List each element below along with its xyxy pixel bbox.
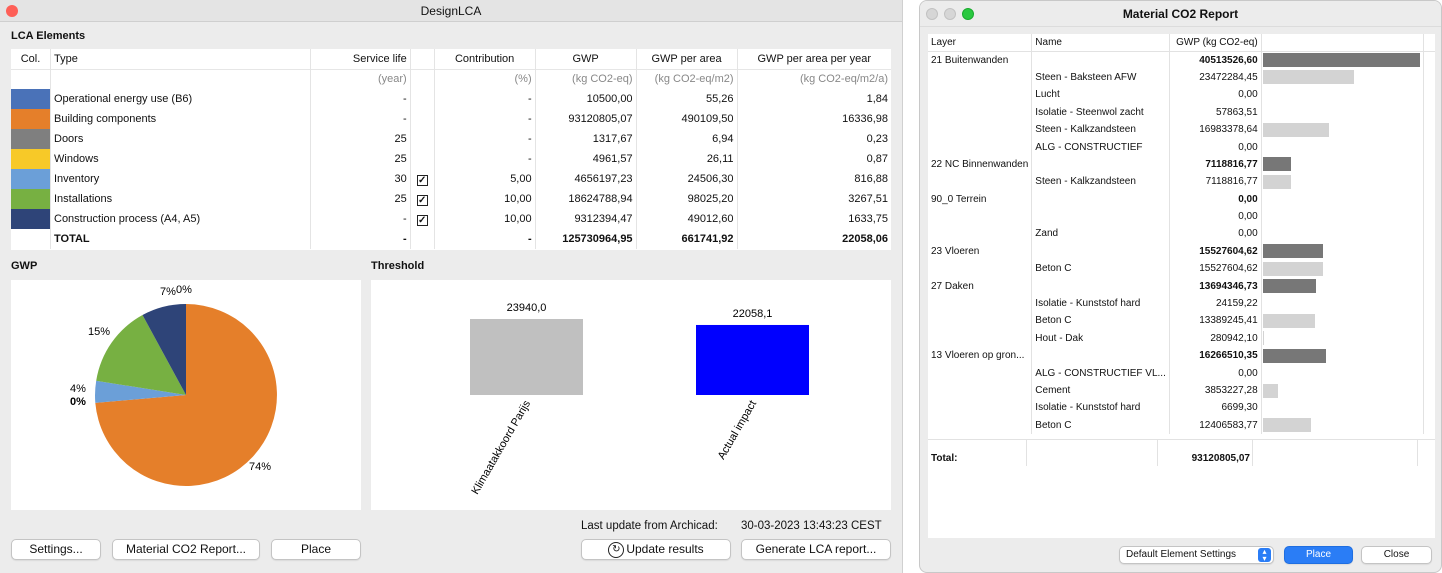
row-gwp-area-year: 16336,98: [737, 109, 891, 129]
report-gwp-value: 6699,30: [1169, 399, 1261, 416]
row-type: Windows: [51, 149, 311, 169]
row-gwp: 9312394,47: [535, 209, 636, 229]
row-gwp-area: 49012,60: [636, 209, 737, 229]
row-service-life[interactable]: 25: [310, 129, 410, 149]
lca-row[interactable]: [11, 129, 891, 149]
row-service-life[interactable]: 25: [310, 149, 410, 169]
col-header-gwp[interactable]: GWP (kg CO2-eq): [1169, 34, 1261, 51]
report-layer: [928, 260, 1032, 277]
report-material-name: ALG - CONSTRUCTIEF VL...: [1032, 364, 1170, 381]
report-title-bar: [920, 1, 1441, 27]
pie-label-building: 74%: [249, 461, 272, 473]
report-gwp-bar: [1263, 349, 1326, 363]
row-gwp-area-year: 816,88: [737, 169, 891, 189]
report-material-name: Steen - Kalkzandsteen: [1032, 173, 1170, 190]
threshold-panel: [371, 280, 891, 510]
report-row[interactable]: [928, 191, 1435, 208]
report-gwp-value: 13694346,73: [1169, 277, 1261, 294]
report-layer: [928, 138, 1032, 155]
report-gwp-value: 40513526,60: [1169, 51, 1261, 68]
report-material-name: Isolatie - Kunststof hard: [1032, 295, 1170, 312]
report-gwp-bar: [1263, 384, 1278, 398]
col-header-name[interactable]: Name: [1032, 34, 1170, 51]
place-button[interactable]: Place: [271, 539, 361, 560]
col-header-layer[interactable]: Layer: [931, 36, 957, 48]
report-gwp-value: 7118816,77: [1169, 173, 1261, 190]
report-material-name: Steen - Kalkzandsteen: [1032, 121, 1170, 138]
report-material-name: ALG - CONSTRUCTIEF: [1032, 138, 1170, 155]
unit-gwp-area-year: (kg CO2-eq/m2/a): [737, 69, 891, 89]
col-header-gwp[interactable]: GWP: [535, 49, 636, 69]
report-material-name: [1032, 51, 1170, 68]
report-material-name: [1032, 208, 1170, 225]
gwp-heading: GWP: [11, 260, 38, 272]
row-gwp-area-year: 3267,51: [737, 189, 891, 209]
threshold-category-label: Klimaatakkoord Parijs: [469, 398, 534, 497]
row-type: Construction process (A4, A5): [51, 209, 311, 229]
row-check[interactable]: [410, 149, 434, 169]
report-row[interactable]: [928, 260, 1435, 277]
report-table: [928, 34, 1435, 434]
row-gwp: 1317,67: [535, 129, 636, 149]
threshold-value-label: 23940,0: [506, 302, 547, 314]
row-color-swatch[interactable]: [11, 89, 51, 109]
report-layer: 13 Vloeren op gron...: [931, 350, 1025, 362]
lca-row[interactable]: [11, 169, 891, 189]
col-header-contribution[interactable]: Contribution: [434, 49, 535, 69]
report-gwp-value: 7118816,77: [1169, 156, 1261, 173]
row-check[interactable]: [410, 169, 434, 189]
title-bar: [0, 0, 902, 22]
report-row[interactable]: [928, 121, 1435, 138]
report-row[interactable]: [928, 417, 1435, 434]
row-gwp-area-year: 0,87: [737, 149, 891, 169]
report-close-button[interactable]: Close: [1361, 546, 1432, 564]
row-check[interactable]: [410, 129, 434, 149]
report-gwp-value: 0,00: [1169, 138, 1261, 155]
report-gwp-value: 0,00: [1169, 364, 1261, 381]
row-gwp: 4961,57: [535, 149, 636, 169]
report-material-name: Isolatie - Kunststof hard: [1032, 399, 1170, 416]
report-gwp-value: 23472284,45: [1169, 69, 1261, 86]
col-header-check[interactable]: [410, 49, 434, 69]
last-update-value: 30-03-2023 13:43:23 CEST: [741, 520, 882, 532]
row-contribution[interactable]: -: [434, 109, 535, 129]
lca-elements-table: [11, 49, 891, 249]
row-type: Inventory: [51, 169, 311, 189]
report-material-name: [1032, 347, 1170, 364]
report-gwp-value: 57863,51: [1169, 104, 1261, 121]
report-gwp-value: 3853227,28: [1169, 382, 1261, 399]
report-material-name: Beton C: [1032, 260, 1170, 277]
report-gwp-value: 24159,22: [1169, 295, 1261, 312]
report-material-name: Beton C: [1032, 417, 1170, 434]
report-gwp-value: 15527604,62: [1169, 243, 1261, 260]
row-service-life[interactable]: -: [310, 109, 410, 129]
element-settings-value: Default Element Settings: [1126, 549, 1237, 560]
row-check[interactable]: [410, 189, 434, 209]
report-layer: [928, 399, 1032, 416]
report-material-name: Hout - Dak: [1032, 330, 1170, 347]
report-layer: [928, 312, 1032, 329]
report-bar-cell: [1261, 173, 1423, 190]
pie-label-inventory: 4%: [70, 383, 86, 395]
lca-row[interactable]: [11, 149, 891, 169]
report-gwp-value: 280942,10: [1169, 330, 1261, 347]
report-bar-cell: [1261, 382, 1423, 399]
row-type: Building components: [51, 109, 311, 129]
report-gwp-bar: [1263, 157, 1291, 171]
threshold-bar-chart: [371, 280, 891, 510]
row-contribution[interactable]: 10,00: [434, 189, 535, 209]
report-layer: [928, 382, 1032, 399]
report-place-button[interactable]: Place: [1284, 546, 1353, 564]
report-layer: 23 Vloeren: [931, 245, 980, 257]
row-color-swatch[interactable]: [11, 109, 51, 129]
report-bar-cell: [1261, 104, 1423, 121]
row-gwp-area: 24506,30: [636, 169, 737, 189]
row-gwp: 10500,00: [535, 89, 636, 109]
report-bar-cell: [1261, 86, 1423, 103]
unit-service-life: (year): [310, 69, 410, 89]
report-bar-cell: [1261, 260, 1423, 277]
row-gwp-area: 98025,20: [636, 189, 737, 209]
report-bar-cell: [1261, 208, 1423, 225]
report-layer: [928, 417, 1032, 434]
report-row[interactable]: [928, 173, 1435, 190]
report-row[interactable]: [928, 51, 1435, 68]
checkbox-checked-icon[interactable]: ✓: [417, 195, 427, 206]
row-service-life[interactable]: 30: [310, 169, 410, 189]
report-gwp-bar: [1263, 53, 1420, 67]
report-gwp-bar: [1263, 123, 1329, 137]
row-service-life[interactable]: -: [310, 209, 410, 229]
row-color-swatch[interactable]: [11, 189, 51, 209]
report-gwp-value: 0,00: [1169, 208, 1261, 225]
report-row[interactable]: [928, 156, 1435, 173]
report-window-title: Material CO2 Report: [1122, 7, 1239, 21]
row-gwp: 93120805,07: [535, 109, 636, 129]
report-material-name: Cement: [1032, 382, 1170, 399]
report-bar-cell: [1261, 364, 1423, 381]
report-bar-cell: [1261, 156, 1423, 173]
col-header-service-life[interactable]: Service life: [310, 49, 410, 69]
report-gwp-value: 15527604,62: [1169, 260, 1261, 277]
report-gwp-value: 16266510,35: [1169, 347, 1261, 364]
report-material-name: Lucht: [1032, 86, 1170, 103]
report-row[interactable]: [928, 243, 1435, 260]
row-contribution[interactable]: 5,00: [434, 169, 535, 189]
report-gwp-bar: [1263, 244, 1323, 258]
update-results-label: Update results: [626, 542, 704, 556]
threshold-bar: [696, 325, 809, 395]
report-row[interactable]: [928, 295, 1435, 312]
report-header-row: [928, 34, 1435, 51]
col-header-gwp-area-year[interactable]: GWP per area per year: [737, 49, 891, 69]
report-row[interactable]: [928, 399, 1435, 416]
report-bar-cell: [1261, 347, 1423, 364]
row-color-swatch[interactable]: [11, 209, 51, 229]
report-material-name: Steen - Baksteen AFW: [1032, 69, 1170, 86]
report-layer: 21 Buitenwanden: [931, 54, 1009, 66]
report-bar-cell: [1261, 121, 1423, 138]
total-gwp-area: 661741,92: [636, 229, 737, 249]
gwp-pie-chart: [11, 280, 361, 510]
report-bar-cell: [1261, 417, 1423, 434]
row-color-swatch[interactable]: [11, 149, 51, 169]
select-stepper-icon: ▴ ▾: [1258, 548, 1271, 562]
report-gwp-bar: [1263, 262, 1323, 276]
report-row[interactable]: [928, 364, 1435, 381]
report-layer: [928, 208, 1032, 225]
row-service-life[interactable]: -: [310, 89, 410, 109]
report-material-name: [1032, 277, 1170, 294]
lca-row[interactable]: [11, 109, 891, 129]
table-header-row: [11, 49, 891, 69]
report-total-value: 93120805,07: [1191, 453, 1250, 464]
report-bar-cell: [1261, 138, 1423, 155]
report-gwp-value: 0,00: [1169, 86, 1261, 103]
update-results-button[interactable]: [581, 539, 731, 560]
report-row[interactable]: [928, 69, 1435, 86]
row-color-swatch[interactable]: [11, 129, 51, 149]
report-layer: [928, 364, 1032, 381]
generate-lca-report-button[interactable]: Generate LCA report...: [741, 539, 891, 560]
report-bar-cell: [1261, 191, 1423, 208]
unit-gwp-area: (kg CO2-eq/m2): [636, 69, 737, 89]
row-color-swatch[interactable]: [11, 169, 51, 189]
unit-gwp: (kg CO2-eq): [535, 69, 636, 89]
refresh-icon: ↻: [608, 542, 624, 558]
lca-row[interactable]: [11, 89, 891, 109]
row-type: Operational energy use (B6): [51, 89, 311, 109]
report-material-name: Zand: [1032, 225, 1170, 242]
row-gwp-area-year: 1633,75: [737, 209, 891, 229]
unit-contribution: (%): [434, 69, 535, 89]
report-gwp-value: 0,00: [1169, 225, 1261, 242]
report-bar-cell: [1261, 225, 1423, 242]
total-row: [11, 229, 891, 249]
settings-button[interactable]: Settings...: [11, 539, 101, 560]
minimize-window-icon[interactable]: [944, 8, 956, 20]
row-contribution[interactable]: -: [434, 149, 535, 169]
gwp-pie-panel: [11, 280, 361, 510]
zoom-window-icon[interactable]: [962, 8, 974, 20]
report-row[interactable]: [928, 347, 1435, 364]
report-layer: 22 NC Binnenwanden: [931, 158, 1029, 170]
report-bar-cell: [1261, 243, 1423, 260]
report-bar-cell: [1261, 295, 1423, 312]
report-row[interactable]: [928, 312, 1435, 329]
report-row[interactable]: [928, 382, 1435, 399]
report-layer: [928, 330, 1032, 347]
report-gwp-bar: [1263, 314, 1315, 328]
row-contribution[interactable]: 10,00: [434, 209, 535, 229]
report-material-name: [1032, 243, 1170, 260]
units-row: [11, 69, 891, 89]
total-contribution: -: [434, 229, 535, 249]
report-layer: [928, 69, 1032, 86]
lca-elements-table-panel: [11, 49, 891, 250]
col-header-type[interactable]: Type: [51, 49, 311, 69]
report-layer: [928, 121, 1032, 138]
report-table-panel: [928, 34, 1435, 538]
report-row[interactable]: [928, 138, 1435, 155]
report-material-name: [1032, 156, 1170, 173]
total-gwp: 125730964,95: [535, 229, 636, 249]
report-bar-cell: [1261, 69, 1423, 86]
row-check[interactable]: [410, 109, 434, 129]
row-gwp: 18624788,94: [535, 189, 636, 209]
pie-label-construction: 7%: [160, 286, 176, 298]
material-co2-report-button[interactable]: Material CO2 Report...: [112, 539, 260, 560]
report-gwp-bar: [1263, 279, 1316, 293]
row-type: Installations: [51, 189, 311, 209]
total-life: -: [310, 229, 410, 249]
last-update-label: Last update from Archicad:: [581, 520, 718, 532]
col-header-gwp-area[interactable]: GWP per area: [636, 49, 737, 69]
element-settings-select[interactable]: [1119, 546, 1274, 564]
row-gwp-area: 55,26: [636, 89, 737, 109]
threshold-value-label: 22058,1: [732, 307, 773, 320]
report-gwp-value: 16983378,64: [1169, 121, 1261, 138]
report-gwp-bar: [1263, 418, 1311, 432]
material-co2-report-window: [919, 0, 1442, 573]
report-gwp-value: 0,00: [1169, 191, 1261, 208]
pie-label-installations: 15%: [88, 326, 111, 338]
lca-row[interactable]: [11, 209, 891, 229]
report-material-name: Isolatie - Steenwol zacht: [1032, 104, 1170, 121]
window-title: DesignLCA: [420, 4, 482, 18]
report-material-name: [1032, 191, 1170, 208]
report-gwp-bar: [1263, 70, 1354, 84]
report-bar-cell: [1261, 330, 1423, 347]
report-layer: [928, 86, 1032, 103]
report-layer: 90_0 Terrein: [931, 193, 987, 205]
report-layer: [928, 104, 1032, 121]
close-window-icon[interactable]: [926, 8, 938, 20]
row-gwp-area-year: 0,23: [737, 129, 891, 149]
report-material-name: Beton C: [1032, 312, 1170, 329]
total-label: TOTAL: [51, 229, 311, 249]
lca-elements-heading: LCA Elements: [11, 30, 86, 42]
report-bar-cell: [1261, 277, 1423, 294]
report-row[interactable]: [928, 104, 1435, 121]
row-gwp: 4656197,23: [535, 169, 636, 189]
row-gwp-area: 26,11: [636, 149, 737, 169]
report-row[interactable]: [928, 86, 1435, 103]
report-row[interactable]: [928, 208, 1435, 225]
pie-label-small: 0%: [70, 396, 86, 408]
threshold-category-label: Actual impact: [715, 398, 760, 462]
lca-row[interactable]: [11, 189, 891, 209]
row-gwp-area-year: 1,84: [737, 89, 891, 109]
report-gwp-value: 12406583,77: [1169, 417, 1261, 434]
row-gwp-area: 490109,50: [636, 109, 737, 129]
row-service-life[interactable]: 25: [310, 189, 410, 209]
row-check[interactable]: [410, 209, 434, 229]
report-row[interactable]: [928, 277, 1435, 294]
total-gwp-area-year: 22058,06: [737, 229, 891, 249]
col-header-color[interactable]: Col.: [20, 52, 41, 65]
report-layer: [928, 295, 1032, 312]
row-type: Doors: [51, 129, 311, 149]
checkbox-checked-icon[interactable]: ✓: [417, 175, 427, 186]
row-contribution[interactable]: -: [434, 89, 535, 109]
report-gwp-bar: [1263, 175, 1291, 189]
row-check[interactable]: [410, 89, 434, 109]
pie-label-operational: 0%: [176, 284, 192, 296]
report-bar-cell: [1261, 312, 1423, 329]
close-window-icon[interactable]: [6, 5, 18, 17]
report-bar-cell: [1261, 51, 1423, 68]
report-gwp-bar: [1263, 331, 1264, 345]
threshold-heading: Threshold: [371, 260, 425, 272]
report-layer: [928, 225, 1032, 242]
report-bar-cell: [1261, 399, 1423, 416]
row-gwp-area: 6,94: [636, 129, 737, 149]
row-contribution[interactable]: -: [434, 129, 535, 149]
report-gwp-value: 13389245,41: [1169, 312, 1261, 329]
report-row[interactable]: [928, 225, 1435, 242]
report-row[interactable]: [928, 330, 1435, 347]
threshold-bar: [470, 319, 583, 395]
report-layer: [928, 173, 1032, 190]
report-layer: 27 Daken: [931, 280, 974, 292]
checkbox-checked-icon[interactable]: ✓: [417, 215, 427, 226]
report-total-label: Total:: [931, 453, 958, 464]
